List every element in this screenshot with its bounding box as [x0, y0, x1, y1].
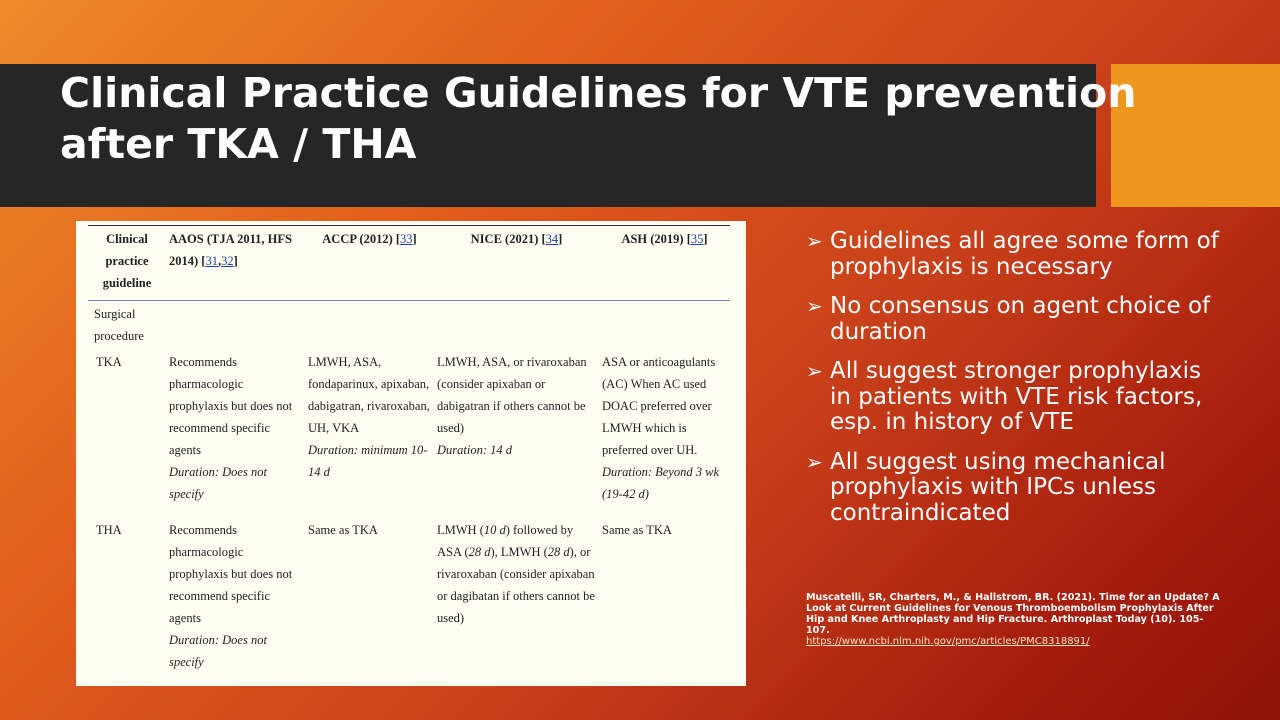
bullet-item: ➢ All suggest stronger prophylaxis in patients with VTE risk factors, esp. in history of VTE: [806, 358, 1203, 435]
ref-link-34[interactable]: 34: [545, 232, 559, 246]
bullet-item: ➢ All suggest using mechanical prophylaxis with IPCs unless contraindicated: [806, 448, 1166, 526]
header-guideline: Clinical practice guideline: [88, 226, 166, 301]
table-header-row: [88, 226, 730, 301]
citation-text: Muscatelli, SR, Charters, M., & Hallstrom, BR. (2021). Time for an Update? A Look at Current Guidelines for Venous Thromboembolism Prophylaxis After Hip and Knee Arthroplasty and Hip Fracture. Arthroplast Today (10). 105-107.: [806, 592, 1220, 636]
bullet-item: ➢ No consensus on agent choice of duration: [806, 293, 1211, 345]
guidelines-table-image: [76, 221, 746, 686]
surgical-procedure-label: Surgical procedure: [94, 307, 144, 343]
table-row: [88, 515, 730, 673]
guidelines-table: [88, 225, 730, 673]
ref-link-33[interactable]: 33: [400, 232, 413, 246]
row-label-tka: TKA: [96, 355, 122, 369]
bullet-item: ➢ Guidelines all agree some form of prophylaxis is necessary: [806, 228, 1219, 280]
cell-tha-nice: LMWH (10 d) followed by ASA (28 d), LMWH (28 d), or rivaroxaban (consider apixaban or dagibatan if others cannot be used): [437, 523, 595, 625]
table-row: [88, 301, 730, 348]
header-aaos: AAOS (TJA 2011, HFS 2014) [31,32]: [166, 226, 305, 301]
citation: [806, 592, 1226, 647]
title-line-2: after TKA / THA: [60, 120, 417, 168]
table-row: [88, 347, 730, 515]
cell-tka-accp: LMWH, ASA, fondaparinux, apixaban, dabigatran, rivaroxaban, UH, VKA Duration: minimum 10-14 d: [308, 355, 430, 479]
slide-title: [60, 68, 1180, 170]
arrow-right-icon: ➢: [806, 294, 823, 318]
header-accp: ACCP (2012) [33]: [305, 226, 434, 301]
ref-link-31[interactable]: 31: [205, 254, 218, 268]
cell-tha-accp: Same as TKA: [308, 523, 378, 537]
cell-tha-aaos: Recommends pharmacologic prophylaxis but does not recommend specific agents Duration: Does not specify: [169, 523, 293, 669]
cell-tka-aaos: Recommends pharmacologic prophylaxis but does not recommend specific agents Duration: Does not specify: [169, 355, 293, 501]
arrow-right-icon: ➢: [806, 449, 823, 474]
ref-link-35[interactable]: 35: [690, 232, 704, 246]
header-nice: NICE (2021) [34]: [434, 226, 599, 301]
arrow-right-icon: ➢: [806, 229, 823, 253]
citation-link[interactable]: https://www.ncbi.nlm.nih.gov/pmc/articles/PMC8318891/: [806, 636, 1090, 647]
row-label-tha: THA: [96, 523, 122, 537]
ref-link-32[interactable]: 32: [221, 254, 234, 268]
cell-tha-ash: Same as TKA: [602, 523, 672, 537]
arrow-right-icon: ➢: [806, 359, 823, 383]
title-line-1: Clinical Practice Guidelines for VTE prevention: [60, 69, 1137, 117]
bullet-list: [806, 229, 1226, 540]
cell-tka-nice: LMWH, ASA, or rivaroxaban (consider apixaban or dabigatran if others cannot be used) Duration: 14 d: [437, 355, 587, 457]
cell-tka-ash: ASA or anticoagulants (AC) When AC used DOAC preferred over LMWH which is preferred over UH. Duration: Beyond 3 wk (19-42 d): [602, 355, 719, 501]
header-ash: ASH (2019) [35]: [599, 226, 730, 301]
